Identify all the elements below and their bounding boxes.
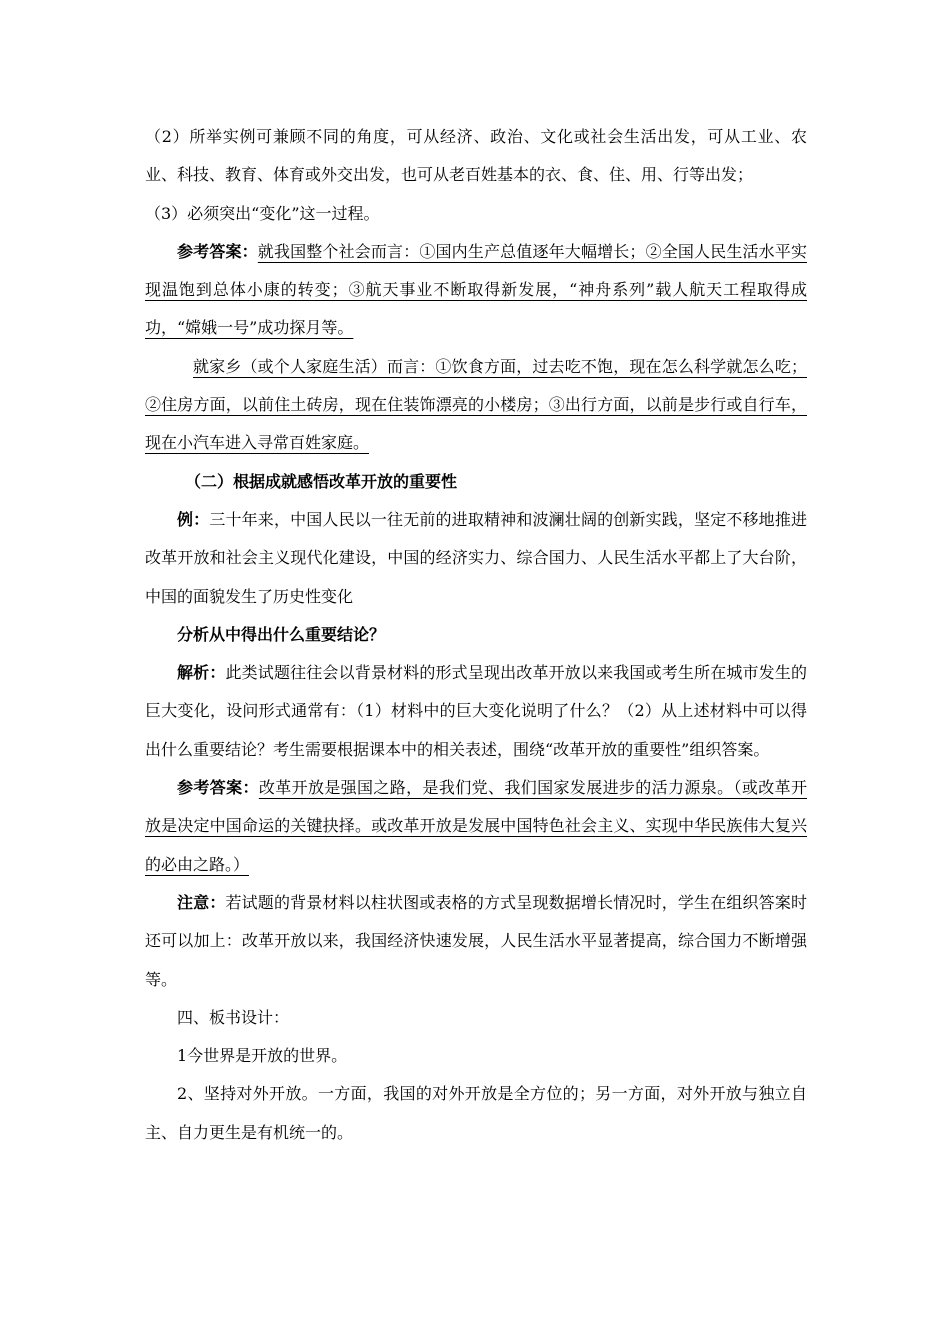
reference-answer-reform-text: 改革开放是强国之路，是我们党、我们国家发展进步的活力源泉。（或改革开放是决定中国命运的关键抉择。或改革开放是发展中国特色社会主义、实现中华民族伟大复兴的必由之路。）: [145, 778, 807, 874]
note-paragraph: [145, 884, 807, 999]
note-text: 若试题的背景材料以柱状图或表格的方式呈现数据增长情况时，学生在组织答案时还可以加上：改革开放以来，我国经济快速发展，人民生活水平显著提高，综合国力不断增强等。: [145, 892, 807, 989]
example-label: 例：: [177, 509, 210, 529]
analysis-paragraph: [145, 654, 807, 769]
board-item-1: 1今世界是开放的世界。: [177, 1046, 348, 1066]
note-label: 注意：: [177, 892, 226, 912]
example-text: 三十年来，中国人民以一往无前的进取精神和波澜壮阔的创新实践，坚定不移地推进改革开放和社会主义现代化建设，中国的经济实力、综合国力、人民生活水平都上了大台阶，中国的面貌发生了历史性变化: [145, 509, 807, 606]
reference-answer-text: 就我国整个社会而言：①国内生产总值逐年大幅增长；②全国人民生活水平实现温饱到总体小康的转变；③航天事业不断取得新发展，“神舟系列”载人航天工程取得成功，“嫦娥一号”成功探月等。: [145, 241, 807, 338]
analysis-text: 此类试题往往会以背景材料的形式呈现出改革开放以来我国或考生所在城市发生的巨大变化，设问形式通常有：（1）材料中的巨大变化说明了什么？（2）从上述材料中可以得出什么重要结论？考生需要根据课本中的相关表述，围绕“改革开放的重要性”组织答案。: [145, 663, 807, 759]
analysis-label: 解析：: [177, 663, 226, 683]
board-item-2: 2、坚持对外开放。一方面，我国的对外开放是全方位的；另一方面，对外开放与独立自主、自力更生是有机统一的。: [145, 1084, 807, 1142]
example-paragraph: [145, 501, 807, 616]
reference-answer-hometown-text: 就家乡（或个人家庭生活）而言：①饮食方面，过去吃不饱，现在怎么科学就怎么吃；②住房方面，以前住土砖房，现在住装饰漂亮的小楼房；③出行方面，以前是步行或自行车，现在小汽车进入寻常百姓家庭。: [145, 356, 807, 453]
document-page: [145, 118, 807, 1152]
section-heading-2: （二）根据成就感悟改革开放的重要性: [185, 471, 458, 491]
question-line: 分析从中得出什么重要结论？: [177, 624, 386, 644]
reference-answer-label-2: 参考答案：: [177, 778, 259, 798]
reference-answer-reform: [145, 769, 807, 884]
reference-answer-national: [145, 233, 807, 348]
reference-answer-label: 参考答案：: [177, 241, 258, 261]
reference-answer-hometown: [145, 348, 807, 463]
paragraph-emphasize-change: （3）必须突出“变化”这一过程。: [145, 203, 380, 223]
paragraph-examples-angles: （2）所举实例可兼顾不同的角度，可从经济、政治、文化或社会生活出发，可从工业、农业、科技、教育、体育或外交出发，也可从老百姓基本的衣、食、住、用、行等出发；: [145, 127, 807, 185]
section-heading-4: 四、板书设计：: [177, 1007, 290, 1027]
